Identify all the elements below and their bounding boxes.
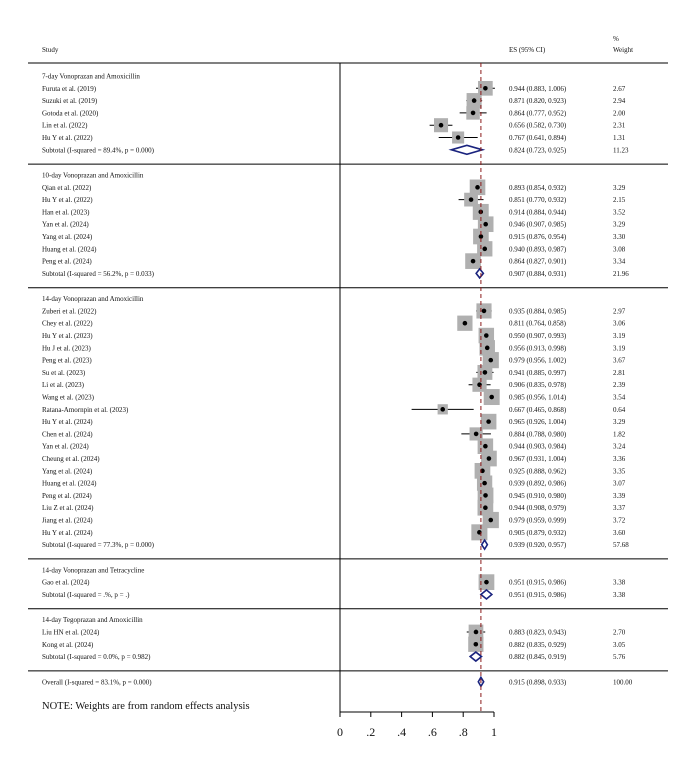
- group-4-study-1-point: [474, 642, 479, 647]
- group-1-study-4-weight: 3.30: [613, 233, 626, 242]
- group-2-study-9-label: Hu Y et al. (2024): [42, 418, 93, 427]
- group-2-subtotal-diamond: [482, 540, 488, 549]
- group-3-subtotal-weight: 3.38: [613, 590, 626, 599]
- group-1-study-4-es: 0.915 (0.876, 0.954): [509, 233, 567, 242]
- group-1-subtotal-diamond: [476, 269, 483, 278]
- group-2-study-10-label: Chen et al. (2024): [42, 430, 93, 439]
- group-1-study-5-weight: 3.08: [613, 245, 626, 254]
- group-2-study-4-weight: 3.67: [613, 356, 626, 365]
- group-2-study-11-weight: 3.24: [613, 442, 626, 451]
- group-2-study-14-weight: 3.07: [613, 479, 626, 488]
- group-2-study-0-es: 0.935 (0.884, 0.985): [509, 307, 567, 316]
- group-1-study-2-label: Han et al. (2023): [42, 208, 90, 217]
- group-2-study-4-label: Peng et al. (2023): [42, 356, 92, 365]
- group-2-study-7-label: Wang et al. (2023): [42, 393, 94, 402]
- overall-es: 0.915 (0.898, 0.933): [509, 678, 567, 687]
- group-1-study-1-weight: 2.15: [613, 196, 626, 205]
- group-0-study-1-point: [472, 98, 477, 103]
- group-2-subtotal-label: Subtotal (I-squared = 77.3%, p = 0.000): [42, 541, 154, 550]
- group-2-study-17-es: 0.979 (0.959, 0.999): [509, 516, 567, 525]
- group-2-study-6-weight: 2.39: [613, 381, 626, 390]
- group-1-subtotal-es: 0.907 (0.884, 0.931): [509, 269, 567, 278]
- group-4-subtotal-weight: 5.76: [613, 653, 626, 662]
- group-1-title: 10-day Vonoprazan and Amoxicillin: [42, 171, 144, 180]
- group-1-study-1-es: 0.851 (0.770, 0.932): [509, 196, 567, 205]
- group-4-title: 14-day Tegoprazan and Amoxicillin: [42, 616, 143, 625]
- group-2-study-9-weight: 3.29: [613, 418, 626, 427]
- group-3-subtotal-es: 0.951 (0.915, 0.986): [509, 590, 567, 599]
- group-0-study-0-point: [483, 86, 488, 91]
- group-2-study-10-weight: 1.82: [613, 430, 626, 439]
- group-1-study-1-point: [469, 197, 474, 202]
- group-2-study-18-weight: 3.60: [613, 528, 626, 537]
- group-0-subtotal-label: Subtotal (I-squared = 89.4%, p = 0.000): [42, 146, 154, 155]
- group-0-study-0-label: Furuta et al. (2019): [42, 84, 97, 93]
- group-0-study-0-es: 0.944 (0.883, 1.006): [509, 84, 567, 93]
- group-3-study-0-point: [484, 580, 489, 585]
- group-2-study-5-weight: 2.81: [613, 368, 626, 377]
- group-4-study-1-es: 0.882 (0.835, 0.929): [509, 640, 567, 649]
- x-tick-label-1: .2: [366, 725, 376, 739]
- group-1-subtotal-weight: 21.96: [613, 269, 629, 278]
- group-1-study-3-label: Yan et al. (2024): [42, 220, 89, 229]
- x-tick-label-0: 0: [337, 725, 343, 739]
- group-0-study-3-es: 0.656 (0.582, 0.730): [509, 121, 567, 130]
- group-0-study-3-point: [439, 123, 444, 128]
- group-1-study-5-label: Huang et al. (2024): [42, 245, 97, 254]
- group-2-study-8-weight: 0.64: [613, 405, 626, 414]
- group-2-study-1-point: [463, 321, 468, 326]
- group-4-study-0-label: Liu HN et al. (2024): [42, 628, 100, 637]
- group-2-study-16-label: Liu Z et al. (2024): [42, 504, 94, 513]
- group-2-study-15-es: 0.945 (0.910, 0.980): [509, 491, 567, 500]
- x-tick-label-5: 1: [491, 725, 497, 739]
- group-1-study-3-weight: 3.29: [613, 220, 626, 229]
- group-2-study-16-point: [483, 505, 488, 510]
- group-2-study-17-point: [488, 518, 493, 523]
- group-3-subtotal-diamond: [481, 590, 492, 599]
- group-2-study-11-es: 0.944 (0.903, 0.984): [509, 442, 567, 451]
- group-1-study-0-weight: 3.29: [613, 183, 626, 192]
- group-1-study-5-es: 0.940 (0.893, 0.987): [509, 245, 567, 254]
- header-weight: Weight: [613, 46, 634, 54]
- group-1-study-2-es: 0.914 (0.884, 0.944): [509, 208, 567, 217]
- group-4-study-0-point: [474, 630, 479, 635]
- group-3-title: 14-day Vonoprazan and Tetracycline: [42, 566, 145, 575]
- group-2-study-0-point: [482, 309, 487, 314]
- group-0-study-3-label: Lin et al. (2022): [42, 121, 88, 130]
- group-1-study-0-point: [475, 185, 480, 190]
- group-0-study-1-label: Suzuki et al. (2019): [42, 97, 98, 106]
- group-2-study-2-point: [484, 333, 489, 338]
- group-2-subtotal-es: 0.939 (0.920, 0.957): [509, 541, 567, 550]
- group-2-study-15-point: [483, 493, 488, 498]
- group-2-study-0-label: Zuberi et al. (2022): [42, 307, 97, 316]
- group-0-study-4-es: 0.767 (0.641, 0.894): [509, 134, 567, 142]
- group-1-study-3-point: [483, 222, 488, 227]
- group-2-study-9-point: [486, 419, 491, 424]
- group-4-study-1-label: Kong et al. (2024): [42, 640, 94, 649]
- group-2-study-9-es: 0.965 (0.926, 1.004): [509, 418, 567, 427]
- group-4-study-0-weight: 2.70: [613, 628, 626, 637]
- group-2-study-17-label: Jiang et al. (2024): [42, 516, 93, 525]
- group-1-study-0-es: 0.893 (0.854, 0.932): [509, 183, 567, 192]
- group-2-study-10-es: 0.884 (0.788, 0.980): [509, 430, 567, 439]
- group-0-study-3-weight: 2.31: [613, 121, 626, 130]
- group-1-study-6-point: [471, 259, 476, 264]
- group-4-study-0-es: 0.883 (0.823, 0.943): [509, 628, 567, 637]
- group-2-study-3-label: Hu J et al. (2023): [42, 344, 91, 353]
- group-2-study-0-weight: 2.97: [613, 307, 626, 316]
- group-3-subtotal-label: Subtotal (I-squared = .%, p = .): [42, 590, 130, 599]
- group-2-study-8-label: Ratana-Amornpin et al. (2023): [42, 405, 129, 414]
- group-3-study-0-label: Gao et al. (2024): [42, 578, 90, 587]
- group-1-study-5-point: [482, 247, 487, 252]
- group-1-study-3-es: 0.946 (0.907, 0.985): [509, 220, 567, 229]
- group-2-study-8-point: [440, 407, 445, 412]
- header-percent: %: [613, 35, 619, 43]
- group-2-study-13-es: 0.925 (0.888, 0.962): [509, 467, 567, 476]
- group-2-study-15-weight: 3.39: [613, 491, 626, 500]
- group-1-study-4-label: Yang et al. (2024): [42, 233, 93, 242]
- x-tick-label-3: .6: [427, 725, 437, 739]
- group-0-subtotal-weight: 11.23: [613, 146, 629, 155]
- header-study: Study: [42, 46, 59, 54]
- group-0-title: 7-day Vonoprazan and Amoxicillin: [42, 72, 140, 81]
- group-2-study-13-weight: 3.35: [613, 467, 626, 476]
- group-0-study-2-label: Gotoda et al. (2020): [42, 109, 99, 118]
- group-2-study-14-es: 0.939 (0.892, 0.986): [509, 479, 567, 488]
- group-0-subtotal-es: 0.824 (0.723, 0.925): [509, 146, 567, 155]
- group-2-study-1-weight: 3.06: [613, 319, 626, 328]
- group-2-study-16-es: 0.944 (0.908, 0.979): [509, 504, 567, 513]
- x-tick-label-4: .8: [458, 725, 468, 739]
- group-2-study-14-label: Huang et al. (2024): [42, 479, 97, 488]
- group-2-study-3-point: [485, 346, 490, 351]
- group-2-study-1-es: 0.811 (0.764, 0.858): [509, 319, 566, 328]
- group-2-study-10-point: [474, 432, 479, 437]
- group-4-subtotal-es: 0.882 (0.845, 0.919): [509, 653, 567, 662]
- group-2-study-8-es: 0.667 (0.465, 0.868): [509, 405, 567, 414]
- group-2-study-5-point: [483, 370, 488, 375]
- group-0-subtotal-diamond: [451, 145, 482, 154]
- group-3-study-0-weight: 3.38: [613, 578, 626, 587]
- group-2-study-5-es: 0.941 (0.885, 0.997): [509, 368, 567, 377]
- group-2-study-6-es: 0.906 (0.835, 0.978): [509, 381, 567, 390]
- group-0-study-4-weight: 1.31: [613, 134, 626, 142]
- group-2-study-12-point: [487, 456, 492, 461]
- overall-label: Overall (I-squared = 83.1%, p = 0.000): [42, 678, 152, 687]
- group-2-study-7-point: [489, 395, 494, 400]
- group-2-study-12-weight: 3.36: [613, 455, 626, 464]
- group-2-study-7-es: 0.985 (0.956, 1.014): [509, 393, 567, 402]
- group-2-study-18-label: Hu Y et al. (2024): [42, 528, 93, 537]
- group-3-study-0-es: 0.951 (0.915, 0.986): [509, 578, 567, 587]
- group-2-study-1-label: Chey et al. (2022): [42, 319, 93, 328]
- group-2-study-17-weight: 3.72: [613, 516, 626, 525]
- group-0-study-4-label: Hu Y et al. (2022): [42, 134, 93, 142]
- note-text: NOTE: Weights are from random effects analysis: [42, 700, 250, 712]
- group-2-study-6-label: Li et al. (2023): [42, 381, 84, 390]
- group-1-study-6-weight: 3.34: [613, 257, 626, 266]
- group-0-study-2-weight: 2.00: [613, 109, 626, 118]
- group-2-study-15-label: Peng et al. (2024): [42, 491, 92, 500]
- group-1-study-0-label: Qian et al. (2022): [42, 183, 92, 192]
- group-2-study-2-weight: 3.19: [613, 332, 626, 341]
- group-0-study-0-weight: 2.67: [613, 84, 626, 93]
- group-1-subtotal-label: Subtotal (I-squared = 56.2%, p = 0.033): [42, 269, 154, 278]
- group-0-study-2-es: 0.864 (0.777, 0.952): [509, 109, 567, 118]
- group-2-study-12-label: Cheung et al. (2024): [42, 455, 100, 464]
- group-2-study-5-label: Su et al. (2023): [42, 368, 86, 377]
- group-1-study-6-es: 0.864 (0.827, 0.901): [509, 257, 567, 266]
- group-0-study-2-point: [471, 111, 476, 116]
- header-es: ES (95% CI): [509, 46, 546, 54]
- group-1-study-6-label: Peng et al. (2024): [42, 257, 92, 266]
- group-2-study-4-es: 0.979 (0.956, 1.002): [509, 356, 567, 365]
- group-2-study-2-es: 0.950 (0.907, 0.993): [509, 332, 567, 341]
- group-0-study-1-es: 0.871 (0.820, 0.923): [509, 97, 567, 106]
- group-2-study-12-es: 0.967 (0.931, 1.004): [509, 455, 567, 464]
- group-0-study-4-point: [456, 135, 461, 140]
- group-4-study-1-weight: 3.05: [613, 640, 626, 649]
- group-2-subtotal-weight: 57.68: [613, 541, 629, 550]
- overall-weight: 100.00: [613, 678, 633, 687]
- group-2-study-11-point: [483, 444, 488, 449]
- group-2-title: 14-day Vonoprazan and Amoxicillin: [42, 295, 144, 304]
- group-4-subtotal-diamond: [470, 652, 481, 661]
- group-2-study-16-weight: 3.37: [613, 504, 626, 513]
- group-1-study-2-weight: 3.52: [613, 208, 626, 217]
- group-2-study-13-label: Yang et al. (2024): [42, 467, 93, 476]
- group-0-study-1-weight: 2.94: [613, 97, 626, 106]
- group-2-study-2-label: Hu Y et al. (2023): [42, 332, 93, 341]
- group-2-study-3-es: 0.956 (0.913, 0.998): [509, 344, 567, 353]
- group-2-study-14-point: [482, 481, 487, 486]
- x-tick-label-2: .4: [397, 725, 407, 739]
- group-2-study-4-point: [488, 358, 493, 363]
- group-4-subtotal-label: Subtotal (I-squared = 0.0%, p = 0.982): [42, 653, 151, 662]
- group-2-study-11-label: Yan et al. (2024): [42, 442, 89, 451]
- group-1-study-1-label: Hu Y et al. (2022): [42, 196, 93, 205]
- group-2-study-7-weight: 3.54: [613, 393, 626, 402]
- group-2-study-18-es: 0.905 (0.879, 0.932): [509, 528, 567, 537]
- group-2-study-3-weight: 3.19: [613, 344, 626, 353]
